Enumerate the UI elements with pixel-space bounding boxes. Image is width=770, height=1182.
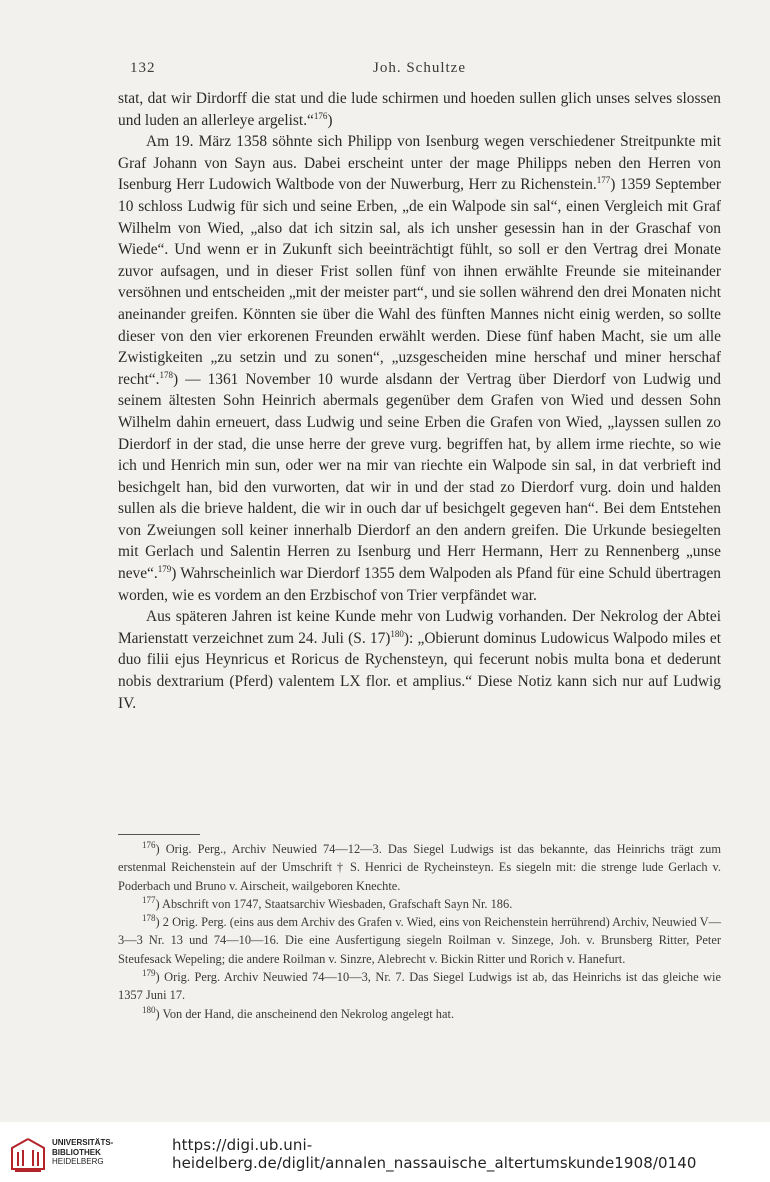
footnote-text: ) Abschrift von 1747, Staatsarchiv Wiesbaden, Grafschaft Sayn Nr. 186.: [155, 896, 513, 911]
paragraph-1: [118, 88, 721, 131]
footnote-179: [118, 968, 721, 1005]
footnote-text: ) Orig. Perg., Archiv Neuwied 74—12—3. Das Siegel Ludwigs ist das bekannte, das Heinrichs trägt zum erstenmal Reichenstein auf der Umschrift † S. Henrici de Rycheinsteyn. Es siegeln mit: die strenge lude Gerlach v. Poderbach und Bruno v. Airscheit, wailgeboren Knechte.: [118, 842, 721, 893]
footnote-ref-178: 178: [159, 369, 173, 380]
footnote-176: [118, 840, 721, 895]
footnote-text: ) Von der Hand, die anscheinend den Nekrolog angelegt hat.: [155, 1006, 455, 1021]
paragraph-2-part-a: Am 19. März 1358 söhnte sich Philipp von Isenburg wegen verschiedener Streitpunkte mit Graf Johann von Sayn aus. Dabei erscheint unter der mage Philipps neben den Herren von Isenburg Herr Ludowich Waltbode von der Nuwerburg, Herr zu Richenstein.: [118, 133, 721, 194]
footnote-number: 176: [142, 839, 156, 850]
paragraph-1-text: stat, dat wir Dirdorff die stat und die lude schirmen und hoeden sullen glich unses selves slossen und luden an allerleye argelist.“: [118, 90, 721, 129]
paragraph-2-part-d: ) Wahrscheinlich war Dierdorf 1355 dem Walpoden als Pfand für eine Schuld übertragen worden, wie es vordem an den Erzbischof von Trier verpfändet war.: [118, 565, 721, 604]
footnote-ref-177: 177: [596, 175, 611, 186]
footnote-number: 179: [142, 967, 156, 978]
running-title: Joh. Schultze: [373, 60, 466, 76]
main-text: [118, 88, 721, 714]
paragraph-2-part-c: ) — 1361 November 10 wurde alsdann der Vertrag über Dierdorf von Ludwig und seinem ältesten Sohn Heinrich abermals gegenüber dem Grafen von Wied und dessen Sohn Wilhelm dahin erneuert, dass Ludwig und seine Erben die Grafen von Wied, „layssen sullen zo Dierdorf in der stad, die unse herre der greve vurg. begriffen hat, by allem irme riechte, so wie ich und Henrich min sun, oder wer na mir van riechte ein Walpode sin sal, in dat verbrieft ind besichgelt han, bid den vurworten, dat wir in und der stad zo Dierdorf vurg. doin und halden sullen als die brieve haldent, die wir in ouch dar uf besichgelt gegeven han“. Bei dem Entstehen von Zweiungen soll keiner innerhalb Dierdorf an den andern greifen. Die Urkunde besiegelten mit Gerlach und Salentin Herren zu Isenburg und Herr Hermann, Herr zu Rennenberg „unse neve“.: [118, 370, 721, 583]
university-library-logo-icon[interactable]: [8, 1136, 48, 1174]
library-name-line-2: BIBLIOTHEK: [52, 1147, 101, 1157]
footnote-178: [118, 913, 721, 968]
permalink-url[interactable]: https://digi.ub.uni-heidelberg.de/diglit/annalen_nassauische_altertumskunde1908/0140: [172, 1136, 697, 1172]
footnote-ref-179: 179: [157, 563, 172, 574]
library-name: [52, 1138, 113, 1167]
library-name-line-3: HEIDELBERG: [52, 1157, 104, 1166]
paragraph-3-part-a: Aus späteren Jahren ist keine Kunde mehr von Ludwig vorhanden. Der Nekrolog der Abtei Marienstatt verzeichnet zum 24. Juli (S. 17): [118, 608, 721, 647]
page-header: [118, 60, 721, 82]
footnotes: [118, 840, 721, 1023]
footnote-number: 177: [142, 894, 156, 905]
library-name-line-1: UNIVERSITÄTS-: [52, 1138, 114, 1147]
paragraph-2: [118, 131, 721, 606]
footnote-180: [118, 1005, 721, 1023]
paragraph-1-end: ): [327, 111, 333, 129]
footnote-number: 178: [142, 913, 156, 924]
paragraph-2-part-b: ) 1359 September 10 schloss Ludwig für sich und seine Erben, „de ein Walpode sin sal“, einen Vergleich mit Graf Wilhelm von Wied, „also dat ich sitzin sal, als ich unsher gesessin han in der Graschaf von Wiede“. Und wenn er in Zukunft sich beeinträchtigt fühlt, so soll er den Vertrag drei Monate zuvor aufsagen, und in dieser Frist sollen fünf von ihnen erwählte Freunde sie miteinander versöhnen und entscheiden „mit der meister part“, und sie sollen während den drei Monaten nicht aneinander greifen. Könnten sie über die Wahl des fünften Mannes nicht einig werden, so sollte dieser von den vier erkorenen Freunden erwählt werden. Diese fünf haben Macht, sie um alle Zwistigkeiten „zu setzin und zu sonen“, „uzsgescheiden mine herschaf und miner herschaf recht“.: [118, 176, 722, 388]
footnote-ref-180: 180: [390, 628, 404, 639]
footnote-text: ) Orig. Perg. Archiv Neuwied 74—10—3, Nr. 7. Das Siegel Ludwigs ist ab, das Heinrichs ist das gleiche wie 1357 Juni 17.: [118, 970, 721, 1003]
footnote-ref-176: 176: [313, 110, 328, 121]
footnote-177: [118, 895, 721, 913]
footnote-number: 180: [142, 1004, 156, 1015]
footnote-text: ) 2 Orig. Perg. (eins aus dem Archiv des Grafen v. Wied, eins von Reichenstein herrührend) Archiv, Neuwied V—3—3 Nr. 13 und 74—10—16. Die eine Ausfertigung siegeln Roilman v. Sinzege, Joh. v. Brunsberg Ritter, Peter Steufesack Wepeling; die andere Roilman v. Sinzre, Alebrecht v. Bickin Ritter und Rorich v. Hanefurt.: [118, 915, 721, 966]
paragraph-3-part-b: ): „Obierunt dominus Ludowicus Walpodo miles et duo filii ejus Heynricus et Roricus de Rychensteyn, qui fecerunt nobis multa bona et dederunt nobis dextrarium (Pferd) valentem LX flor. et amplius.“ Diese Notiz kann sich nur auf Ludwig IV.: [118, 629, 722, 712]
page-number: 132: [130, 60, 156, 76]
paragraph-3: [118, 606, 721, 714]
footnote-divider: [118, 834, 200, 835]
library-footer: [0, 1122, 770, 1182]
